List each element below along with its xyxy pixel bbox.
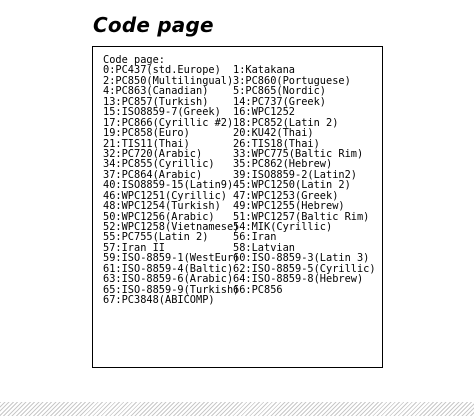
- code-page-entry-left: 61:ISO-8859-4(Baltic): [103, 262, 234, 275]
- code-page-entry-right: 56:Iran: [233, 231, 277, 244]
- code-page-entry-right: 18:PC852(Latin 2): [233, 116, 339, 129]
- code-page-entry-left: 48:WPC1254(Turkish): [103, 200, 221, 213]
- code-page-row: [103, 128, 378, 138]
- code-page-entry-left: 57:Iran II: [103, 241, 165, 254]
- code-page-entry-right: 45:WPC1250(Latin 2): [233, 179, 351, 192]
- printout-header: Code page:: [103, 54, 165, 66]
- code-page-entry-left: 50:WPC1256(Arabic): [103, 210, 215, 223]
- code-page-printout: [92, 46, 383, 368]
- footer-hatch-band: [0, 402, 474, 416]
- code-page-entry-left: 63:ISO-8859-6(Arabic): [103, 273, 234, 286]
- code-page-entry-left: 67:PC3848(ABICOMP): [103, 294, 215, 307]
- code-page-entry-right: 39:ISO8859-2(Latin2): [233, 168, 357, 181]
- code-page-entry-right: 1:Katakana: [233, 64, 295, 77]
- code-page-entry-right: [233, 295, 378, 305]
- code-page-entry-right: 33:WPC775(Baltic Rim): [233, 147, 364, 160]
- code-page-entry-right: 62:ISO-8859-5(Cyrillic): [233, 262, 376, 275]
- code-page-entry-right: 49:WPC1255(Hebrew): [233, 200, 345, 213]
- code-page-entry-right: 14:PC737(Greek): [233, 95, 326, 108]
- printout-text: [103, 55, 378, 306]
- code-page-entry-right: 60:ISO-8859-3(Latin 3): [233, 252, 370, 265]
- code-page-entry-left: 59:ISO-8859-1(WestEur): [103, 252, 240, 265]
- code-page-entry-right: 20:KU42(Thai): [233, 127, 314, 140]
- code-page-entry-left: 0:PC437(std.Europe): [103, 64, 221, 77]
- code-page-entry-right: 64:ISO-8859-8(Hebrew): [233, 273, 364, 286]
- code-page-entry-left: 46:WPC1251(Cyrillic): [103, 189, 227, 202]
- code-page-entry-left: 37:PC864(Arabic): [103, 168, 203, 181]
- code-page-entry-left: 32:PC720(Arabic): [103, 147, 203, 160]
- code-page-entry-left: 4:PC863(Canadian): [103, 85, 209, 98]
- code-page-list: [103, 65, 378, 305]
- code-page-entry-left: 34:PC855(Cyrillic): [103, 158, 215, 171]
- code-page-entry-left: 21:TIS11(Thai): [103, 137, 190, 150]
- code-page-entry-right: 26:TIS18(Thai): [233, 137, 320, 150]
- code-page-entry-right: 58:Latvian: [233, 241, 295, 254]
- code-page-entry-left: 52:WPC1258(Vietnamese): [103, 221, 240, 233]
- code-page-entry-right: 3:PC860(Portuguese): [233, 74, 351, 87]
- code-page-entry-left: 17:PC866(Cyrillic #2): [103, 116, 234, 129]
- code-page-row: [103, 201, 378, 211]
- code-page-entry-right: 47:WPC1253(Greek): [233, 189, 339, 202]
- code-page-row: [103, 295, 378, 305]
- code-page-entry-left: 40:ISO8859-15(Latin9): [103, 179, 234, 192]
- code-page-entry-left: 55:PC755(Latin 2): [103, 231, 209, 244]
- code-page-entry-right: 51:WPC1257(Baltic Rim): [233, 210, 370, 223]
- code-page-entry-left: 13:PC857(Turkish): [103, 95, 209, 108]
- code-page-entry-left: 65:ISO-8859-9(Turkish): [103, 283, 240, 296]
- code-page-entry-left: 15:ISO8859-7(Greek): [103, 106, 221, 119]
- code-page-entry-left: 2:PC850(Multilingual): [103, 74, 234, 87]
- page-title: Code page: [93, 13, 214, 37]
- code-page-entry-right: 35:PC862(Hebrew): [233, 158, 333, 171]
- code-page-entry-left: 19:PC858(Euro): [103, 127, 190, 140]
- code-page-entry-right: 5:PC865(Nordic): [233, 85, 326, 98]
- code-page-entry-right: 66:PC856: [233, 283, 283, 296]
- code-page-entry-right: 54:MIK(Cyrillic): [233, 221, 333, 233]
- code-page-entry-right: 16:WPC1252: [233, 106, 295, 119]
